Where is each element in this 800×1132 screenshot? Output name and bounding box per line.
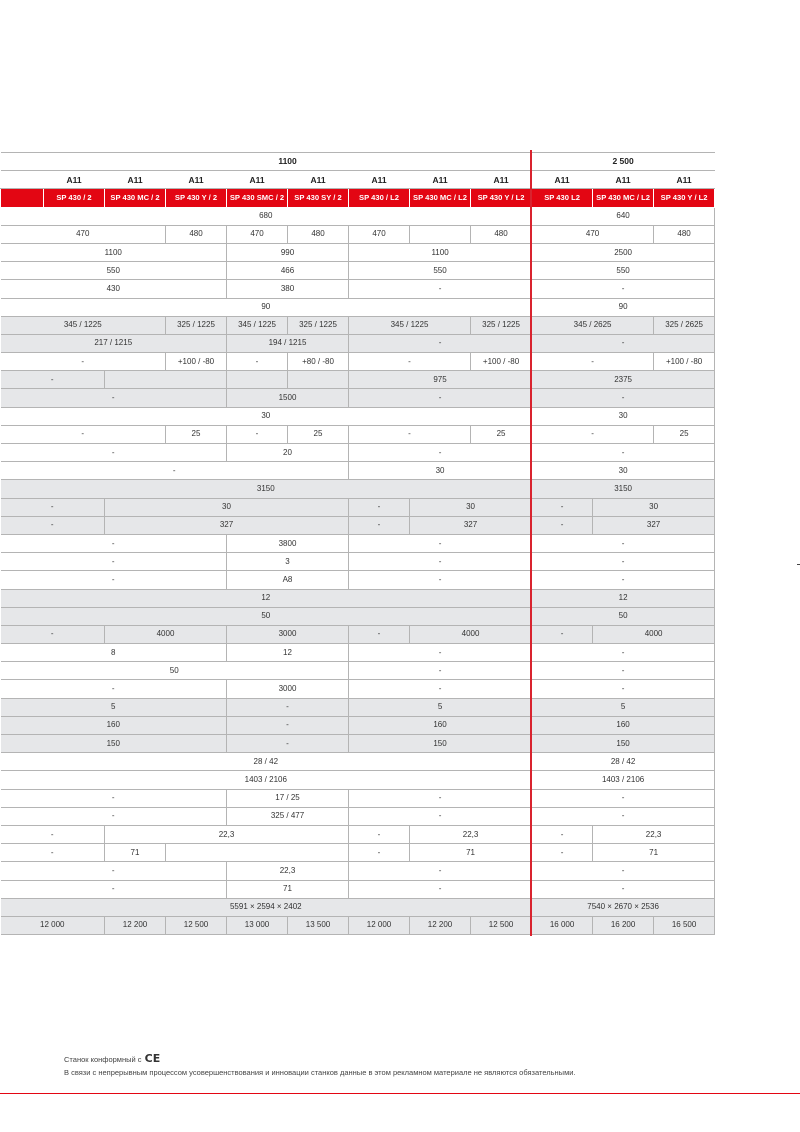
table-cell: - xyxy=(532,807,715,825)
table-cell: 160 xyxy=(349,716,532,734)
table-cell: - xyxy=(532,280,715,298)
table-cell: 990 xyxy=(227,243,349,261)
table-cell: 1500 xyxy=(227,389,349,407)
table-cell: 16 000 xyxy=(532,916,593,934)
table-cell: 550 xyxy=(349,262,532,280)
table-cell: - xyxy=(349,571,532,589)
table-cell: - xyxy=(532,425,654,443)
table-cell: 325 / 1225 xyxy=(166,316,227,334)
table-cell: - xyxy=(349,334,532,352)
table-cell: +80 / -80 xyxy=(288,353,349,371)
table-cell xyxy=(410,225,471,243)
table-cell: - xyxy=(349,644,532,662)
table-row xyxy=(1,898,715,916)
table-cell: 470 xyxy=(532,225,654,243)
table-cell: - xyxy=(349,825,410,843)
table-row xyxy=(1,280,715,298)
table-cell: 470 xyxy=(1,225,166,243)
table-cell: 5 xyxy=(1,698,227,716)
table-cell: - xyxy=(532,862,715,880)
table-cell: - xyxy=(1,371,105,389)
table-cell: - xyxy=(349,807,532,825)
table-cell: SP 430 MC / L2 xyxy=(410,189,471,207)
table-cell: - xyxy=(1,862,227,880)
table-row xyxy=(1,262,715,280)
table-cell: 22,3 xyxy=(105,825,349,843)
table-cell: - xyxy=(1,680,227,698)
table-cell: 466 xyxy=(227,262,349,280)
spec-table-body xyxy=(1,153,715,935)
table-cell: - xyxy=(532,644,715,662)
table-cell: 16 200 xyxy=(593,916,654,934)
table-cell: 4000 xyxy=(410,625,532,643)
table-cell: - xyxy=(1,625,105,643)
table-row xyxy=(1,716,715,734)
table-cell: 430 xyxy=(1,280,227,298)
table-cell: - xyxy=(1,389,227,407)
table-cell: - xyxy=(349,862,532,880)
table-cell: - xyxy=(349,625,410,643)
table-cell: 5 xyxy=(349,698,532,716)
capacity-divider xyxy=(530,150,532,936)
table-cell: 30 xyxy=(1,407,532,425)
table-cell: - xyxy=(349,880,532,898)
table-cell: 12 200 xyxy=(410,916,471,934)
table-row xyxy=(1,407,715,425)
table-cell: 160 xyxy=(1,716,227,734)
table-cell: 480 xyxy=(288,225,349,243)
table-cell xyxy=(1,171,44,189)
table-cell: - xyxy=(1,353,166,371)
table-cell: 2 500 xyxy=(532,153,715,171)
table-cell: A8 xyxy=(227,571,349,589)
table-cell: 325 / 2625 xyxy=(654,316,715,334)
table-cell: - xyxy=(349,789,532,807)
table-row xyxy=(1,753,715,771)
table-cell xyxy=(1,153,44,171)
table-cell: 50 xyxy=(532,607,715,625)
table-cell: 680 xyxy=(1,207,532,225)
table-cell: 12 xyxy=(1,589,532,607)
table-cell: 25 xyxy=(654,425,715,443)
table-cell: A11 xyxy=(44,171,105,189)
table-cell: 20 xyxy=(227,444,349,462)
table-cell: - xyxy=(532,498,593,516)
ce-mark-icon: CE xyxy=(144,1052,161,1065)
table-cell: 71 xyxy=(593,844,715,862)
table-cell xyxy=(166,844,349,862)
table-cell: 2500 xyxy=(532,243,715,261)
table-cell: - xyxy=(532,844,593,862)
table-cell: - xyxy=(1,498,105,516)
table-cell: 12 xyxy=(532,589,715,607)
table-cell: 13 000 xyxy=(227,916,288,934)
table-cell: 71 xyxy=(105,844,166,862)
table-row xyxy=(1,607,715,625)
table-cell: 325 / 1225 xyxy=(288,316,349,334)
bottom-rule xyxy=(0,1093,800,1094)
table-cell: SP 430 MC / L2 xyxy=(593,189,654,207)
table-cell: 480 xyxy=(166,225,227,243)
table-cell: 380 xyxy=(227,280,349,298)
table-cell: 30 xyxy=(593,498,715,516)
table-cell: - xyxy=(349,280,532,298)
table-cell: 150 xyxy=(1,735,227,753)
table-cell: 160 xyxy=(532,716,715,734)
table-cell: 30 xyxy=(349,462,532,480)
table-cell: - xyxy=(532,553,715,571)
table-cell: 12 000 xyxy=(1,916,105,934)
table-cell: - xyxy=(532,662,715,680)
table-cell: 150 xyxy=(349,735,532,753)
table-cell: 50 xyxy=(1,662,349,680)
table-cell: - xyxy=(532,625,593,643)
table-row xyxy=(1,553,715,571)
table-cell: - xyxy=(1,462,349,480)
table-cell: - xyxy=(349,662,532,680)
table-cell: - xyxy=(349,844,410,862)
table-cell: 25 xyxy=(288,425,349,443)
table-cell: - xyxy=(1,789,227,807)
table-cell: - xyxy=(532,880,715,898)
table-cell: 327 xyxy=(410,516,532,534)
table-cell: 25 xyxy=(166,425,227,443)
table-cell: - xyxy=(227,353,288,371)
table-cell: 345 / 1225 xyxy=(349,316,471,334)
table-cell: A11 xyxy=(471,171,532,189)
table-cell: - xyxy=(532,444,715,462)
table-cell: 22,3 xyxy=(227,862,349,880)
table-row xyxy=(1,789,715,807)
table-cell: SP 430 Y / L2 xyxy=(471,189,532,207)
table-row xyxy=(1,316,715,334)
table-row xyxy=(1,680,715,698)
table-cell: 470 xyxy=(227,225,288,243)
table-cell: - xyxy=(1,425,166,443)
table-cell: 17 / 25 xyxy=(227,789,349,807)
table-cell: 640 xyxy=(532,207,715,225)
table-cell xyxy=(227,371,288,389)
table-cell: 30 xyxy=(532,407,715,425)
table-cell: - xyxy=(227,698,349,716)
table-cell: - xyxy=(349,516,410,534)
table-row xyxy=(1,153,715,171)
table-cell: 16 500 xyxy=(654,916,715,934)
table-cell: 470 xyxy=(349,225,410,243)
table-cell: 28 / 42 xyxy=(532,753,715,771)
table-cell: 90 xyxy=(532,298,715,316)
table-cell: 50 xyxy=(1,607,532,625)
table-cell: SP 430 MC / 2 xyxy=(105,189,166,207)
table-cell: A11 xyxy=(654,171,715,189)
table-row xyxy=(1,862,715,880)
disclaimer-text: В связи с непрерывным процессом усовершенствования и инновации станков данные в этом рекламном материале не являются обязательными. xyxy=(64,1068,576,1077)
table-cell: 194 / 1215 xyxy=(227,334,349,352)
table-cell: - xyxy=(349,553,532,571)
table-cell: SP 430 Y / L2 xyxy=(654,189,715,207)
table-row xyxy=(1,516,715,534)
table-cell: - xyxy=(532,825,593,843)
table-row xyxy=(1,916,715,934)
table-cell: 3000 xyxy=(227,625,349,643)
table-cell: A11 xyxy=(349,171,410,189)
table-cell: - xyxy=(1,534,227,552)
table-row xyxy=(1,498,715,516)
table-row xyxy=(1,225,715,243)
table-cell: SP 430 L2 xyxy=(532,189,593,207)
table-cell: 345 / 1225 xyxy=(227,316,288,334)
table-row xyxy=(1,462,715,480)
table-cell: 8 xyxy=(1,644,227,662)
table-cell: 4000 xyxy=(593,625,715,643)
table-cell: 5 xyxy=(532,698,715,716)
table-cell: 345 / 2625 xyxy=(532,316,654,334)
table-cell: 3 xyxy=(227,553,349,571)
table-row xyxy=(1,334,715,352)
table-cell: - xyxy=(349,534,532,552)
table-cell: 12 200 xyxy=(105,916,166,934)
table-cell xyxy=(288,371,349,389)
table-row xyxy=(1,207,715,225)
table-cell: 325 / 477 xyxy=(227,807,349,825)
table-row xyxy=(1,698,715,716)
table-cell: A11 xyxy=(105,171,166,189)
table-row xyxy=(1,880,715,898)
table-row xyxy=(1,644,715,662)
table-cell: 30 xyxy=(410,498,532,516)
spec-table xyxy=(0,152,715,935)
table-cell: - xyxy=(532,516,593,534)
table-cell: 1403 / 2106 xyxy=(1,771,532,789)
table-row xyxy=(1,444,715,462)
table-cell: - xyxy=(1,825,105,843)
conformity-note xyxy=(64,1052,160,1065)
table-cell: - xyxy=(532,534,715,552)
table-cell: - xyxy=(1,516,105,534)
table-cell: - xyxy=(532,353,654,371)
table-cell: - xyxy=(1,553,227,571)
table-cell: 327 xyxy=(593,516,715,534)
table-cell: A11 xyxy=(166,171,227,189)
table-row xyxy=(1,662,715,680)
table-cell: A11 xyxy=(593,171,654,189)
table-cell: 3000 xyxy=(227,680,349,698)
table-cell: A11 xyxy=(227,171,288,189)
table-cell: 2375 xyxy=(532,371,715,389)
table-cell: 325 / 1225 xyxy=(471,316,532,334)
table-cell: - xyxy=(532,571,715,589)
table-cell: 1403 / 2106 xyxy=(532,771,715,789)
table-row xyxy=(1,243,715,261)
table-cell: - xyxy=(349,353,471,371)
table-cell: 22,3 xyxy=(410,825,532,843)
table-row xyxy=(1,571,715,589)
table-cell: +100 / -80 xyxy=(654,353,715,371)
table-row xyxy=(1,389,715,407)
table-cell: 480 xyxy=(654,225,715,243)
table-cell: A11 xyxy=(288,171,349,189)
table-cell: 30 xyxy=(532,462,715,480)
table-row xyxy=(1,625,715,643)
table-cell: SP 430 / L2 xyxy=(349,189,410,207)
table-cell: 480 xyxy=(471,225,532,243)
table-cell xyxy=(105,371,227,389)
table-cell xyxy=(1,189,44,207)
table-cell: 345 / 1225 xyxy=(1,316,166,334)
table-cell: 7540 × 2670 × 2536 xyxy=(532,898,715,916)
table-row xyxy=(1,298,715,316)
table-cell: - xyxy=(532,789,715,807)
table-cell: - xyxy=(1,444,227,462)
table-cell: - xyxy=(227,425,288,443)
table-cell: - xyxy=(1,880,227,898)
table-cell: - xyxy=(532,389,715,407)
table-cell: 13 500 xyxy=(288,916,349,934)
table-row xyxy=(1,534,715,552)
table-cell: - xyxy=(1,807,227,825)
table-row xyxy=(1,189,715,207)
table-cell: - xyxy=(227,735,349,753)
table-row xyxy=(1,735,715,753)
table-cell: 3800 xyxy=(227,534,349,552)
table-cell: 4000 xyxy=(105,625,227,643)
table-cell: - xyxy=(349,680,532,698)
table-cell: 5591 × 2594 × 2402 xyxy=(1,898,532,916)
table-cell: 28 / 42 xyxy=(1,753,532,771)
table-cell: 12 000 xyxy=(349,916,410,934)
table-cell: 150 xyxy=(532,735,715,753)
conformity-text: Станок конформный с xyxy=(64,1055,142,1064)
table-cell: A11 xyxy=(532,171,593,189)
table-cell: SP 430 SMC / 2 xyxy=(227,189,288,207)
table-row xyxy=(1,353,715,371)
table-cell: 550 xyxy=(532,262,715,280)
table-cell: - xyxy=(349,498,410,516)
table-row xyxy=(1,844,715,862)
table-cell: 3150 xyxy=(532,480,715,498)
table-cell: 71 xyxy=(410,844,532,862)
table-row xyxy=(1,425,715,443)
table-row xyxy=(1,825,715,843)
table-cell: 217 / 1215 xyxy=(1,334,227,352)
table-cell: - xyxy=(227,716,349,734)
table-cell: - xyxy=(532,680,715,698)
table-cell: - xyxy=(349,425,471,443)
table-cell: - xyxy=(532,334,715,352)
table-cell: 30 xyxy=(105,498,349,516)
table-cell: +100 / -80 xyxy=(166,353,227,371)
table-cell: 1100 xyxy=(44,153,532,171)
table-row xyxy=(1,771,715,789)
table-cell: 1100 xyxy=(349,243,532,261)
table-cell: 12 500 xyxy=(471,916,532,934)
table-cell: +100 / -80 xyxy=(471,353,532,371)
table-cell: 975 xyxy=(349,371,532,389)
table-cell: - xyxy=(349,389,532,407)
table-cell: 1100 xyxy=(1,243,227,261)
table-cell: 550 xyxy=(1,262,227,280)
table-cell: SP 430 / 2 xyxy=(44,189,105,207)
table-row xyxy=(1,480,715,498)
table-cell: 327 xyxy=(105,516,349,534)
table-cell: SP 430 Y / 2 xyxy=(166,189,227,207)
table-cell: 25 xyxy=(471,425,532,443)
table-cell: SP 430 SY / 2 xyxy=(288,189,349,207)
table-row xyxy=(1,589,715,607)
table-cell: - xyxy=(1,844,105,862)
table-row xyxy=(1,807,715,825)
table-cell: 90 xyxy=(1,298,532,316)
table-cell: 22,3 xyxy=(593,825,715,843)
table-cell: 3150 xyxy=(1,480,532,498)
table-cell: A11 xyxy=(410,171,471,189)
table-row xyxy=(1,371,715,389)
table-cell: 12 500 xyxy=(166,916,227,934)
table-cell: 71 xyxy=(227,880,349,898)
table-cell: - xyxy=(1,571,227,589)
table-cell: - xyxy=(349,444,532,462)
table-row xyxy=(1,171,715,189)
table-cell: 12 xyxy=(227,644,349,662)
